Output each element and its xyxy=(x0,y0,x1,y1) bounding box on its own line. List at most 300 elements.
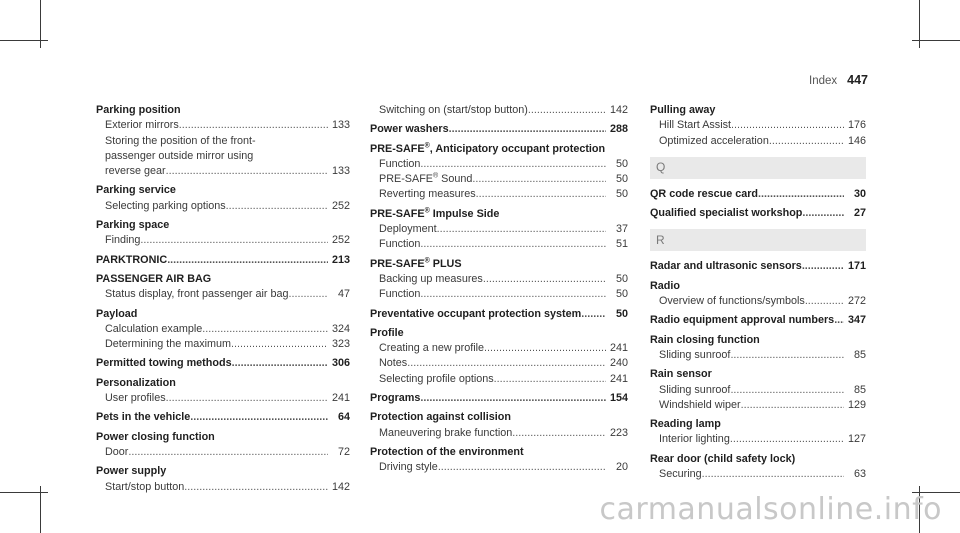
crop-mark xyxy=(40,486,41,533)
sub-entry-label xyxy=(659,432,730,447)
sub-entry-label xyxy=(379,157,420,172)
heading-text: Protection against collision xyxy=(370,411,511,424)
heading-label xyxy=(650,103,715,118)
heading-label xyxy=(650,279,680,294)
heading-text: PASSENGER AIR BAG xyxy=(96,272,212,285)
sub-entry-text: Switching on (start/stop button) xyxy=(379,104,528,116)
page-ref-link[interactable]: 20 xyxy=(615,461,628,474)
sub-entry-label xyxy=(659,294,805,309)
heading-text: Radio equipment approval numbers xyxy=(650,314,835,327)
index-entry xyxy=(370,257,628,303)
sub-entry xyxy=(370,222,628,237)
heading-label xyxy=(370,445,524,460)
sub-entry-text: Creating a new profile xyxy=(379,342,485,355)
sub-entry-label xyxy=(379,341,484,356)
sub-entry xyxy=(370,460,628,475)
heading-label xyxy=(96,253,167,268)
page-ref-link[interactable]: 241 xyxy=(609,342,628,355)
sub-entry xyxy=(96,480,350,495)
leader-dots xyxy=(528,103,606,118)
entry-heading xyxy=(96,430,350,445)
page-ref-link[interactable]: 50 xyxy=(615,307,628,320)
sub-entry xyxy=(96,164,350,179)
index-entry xyxy=(370,103,628,118)
entry-heading xyxy=(370,391,628,406)
heading-text: PARKTRONIC xyxy=(96,253,168,266)
sub-entry-text: Sliding sunroof xyxy=(659,348,731,361)
registered-mark: ® xyxy=(424,207,430,215)
sub-entry xyxy=(650,383,866,398)
page-ref-link[interactable]: 154 xyxy=(609,392,628,405)
heading-text: Power washers xyxy=(370,123,449,136)
heading-text: QR code rescue card xyxy=(650,187,759,200)
index-entry xyxy=(96,272,350,303)
heading-text: Rear door (child safety lock) xyxy=(650,452,796,465)
sub-entry-text: Calculation example xyxy=(105,322,203,335)
index-entry xyxy=(96,183,350,214)
heading-label xyxy=(370,257,462,272)
sub-entry-text: Finding xyxy=(105,234,141,247)
sub-entry-text: Windshield wiper xyxy=(659,398,741,411)
sub-entry xyxy=(96,134,350,149)
sub-entry-label xyxy=(379,103,528,118)
sub-entry-label xyxy=(379,426,512,441)
entry-heading xyxy=(96,183,350,198)
leader-dots xyxy=(420,287,606,302)
page-ref-link[interactable]: 252 xyxy=(331,234,350,247)
page-ref-link[interactable]: 223 xyxy=(609,426,628,439)
index-entry xyxy=(96,376,350,407)
sub-entry xyxy=(96,445,350,460)
sub-entry-label xyxy=(659,398,741,413)
entry-heading xyxy=(96,253,350,268)
sub-entry-text: Exterior mirrors xyxy=(105,119,179,132)
sub-entry-text: Notes xyxy=(379,357,408,370)
heading-label xyxy=(96,376,176,391)
heading-label xyxy=(650,333,760,348)
sub-entry xyxy=(370,341,628,356)
entry-heading xyxy=(370,445,628,460)
leader-dots xyxy=(758,187,844,202)
leader-dots xyxy=(472,172,606,187)
sub-entry-text: Hill Start Assist xyxy=(659,119,731,132)
heading-text: Payload xyxy=(96,307,138,320)
page-ref-link[interactable]: 37 xyxy=(615,223,628,236)
sub-entry xyxy=(96,118,350,133)
sub-entry-text: Deployment xyxy=(379,223,437,236)
page-ref-link[interactable]: 50 xyxy=(615,188,628,201)
index-entry xyxy=(650,417,866,448)
leader-dots xyxy=(484,341,606,356)
sub-entry-label xyxy=(379,222,437,237)
sub-entry-text: User profiles xyxy=(105,392,166,405)
heading-text: Profile xyxy=(370,326,404,339)
sub-entry-label xyxy=(105,480,184,495)
sub-entry xyxy=(96,149,350,164)
heading-label xyxy=(370,122,449,137)
page-ref-link[interactable]: 51 xyxy=(615,238,628,251)
heading-label xyxy=(96,356,232,371)
leader-dots xyxy=(834,313,844,328)
sub-entry xyxy=(96,322,350,337)
sub-entry-label xyxy=(379,187,476,202)
heading-text: Permitted towing methods xyxy=(96,357,232,370)
page-ref-link[interactable]: 323 xyxy=(331,338,350,351)
index-column-3 xyxy=(650,103,866,486)
crop-mark xyxy=(0,40,48,41)
leader-dots xyxy=(494,372,606,387)
page-ref-link[interactable]: 50 xyxy=(615,173,628,186)
watermark: carmanualsonline.info xyxy=(599,492,942,527)
sub-entry-label xyxy=(379,237,420,252)
leader-dots xyxy=(769,134,844,149)
sub-entry xyxy=(370,103,628,118)
heading-text: Protection of the environment xyxy=(370,445,524,458)
entry-heading xyxy=(650,206,866,221)
heading-label xyxy=(96,430,215,445)
sub-entry-text: Status display, front passenger air bag xyxy=(105,288,289,301)
sub-entry xyxy=(370,172,628,187)
index-entry xyxy=(96,253,350,268)
sub-entry-label xyxy=(105,322,202,337)
heading-text: Power supply xyxy=(96,465,167,478)
entry-heading xyxy=(650,452,866,467)
leader-dots xyxy=(166,164,328,179)
page-ref-link[interactable]: 306 xyxy=(331,357,350,370)
index-entry xyxy=(370,122,628,137)
leader-dots xyxy=(581,307,606,322)
heading-text: Radar and ultrasonic sensors xyxy=(650,260,802,273)
sub-entry xyxy=(370,272,628,287)
index-entry xyxy=(96,464,350,495)
page-ref-link[interactable]: 50 xyxy=(615,157,628,170)
page-ref-link[interactable]: 64 xyxy=(337,411,350,424)
entry-heading xyxy=(650,279,866,294)
page-ref-link[interactable]: 142 xyxy=(609,104,628,116)
heading-text: Parking space xyxy=(96,219,170,232)
sub-entry-text: Maneuvering brake function xyxy=(379,426,513,439)
leader-dots xyxy=(184,480,328,495)
index-entry xyxy=(650,333,866,364)
sub-entry xyxy=(650,348,866,363)
page-ref-link[interactable]: 240 xyxy=(609,357,628,370)
entry-heading xyxy=(370,207,628,222)
leader-dots xyxy=(512,426,606,441)
leader-dots xyxy=(420,391,606,406)
index-column-2 xyxy=(370,103,628,480)
entry-heading xyxy=(370,142,628,157)
page-ref-link[interactable]: 85 xyxy=(853,383,866,396)
heading-label xyxy=(370,391,420,406)
registered-mark: ® xyxy=(433,172,439,180)
page-ref-link[interactable]: 171 xyxy=(847,260,866,273)
heading-label xyxy=(370,142,605,157)
letter-section-q xyxy=(650,157,866,179)
letter-q: Q xyxy=(656,160,666,175)
page-header xyxy=(809,73,868,87)
entry-heading xyxy=(650,367,866,382)
sub-entry-text: Function xyxy=(379,288,421,301)
heading-label xyxy=(650,187,758,202)
page-ref-link[interactable]: 50 xyxy=(615,272,628,285)
index-entry xyxy=(370,307,628,322)
heading-text: Personalization xyxy=(96,376,176,389)
page-ref-link[interactable]: 176 xyxy=(847,119,866,132)
sub-entry-label xyxy=(379,460,438,475)
page-ref-link[interactable]: 27 xyxy=(853,207,866,220)
entry-heading xyxy=(96,218,350,233)
sub-entry-label xyxy=(105,337,231,352)
sub-entry-label xyxy=(379,372,494,387)
index-entry xyxy=(96,430,350,461)
sub-entry-text: Backing up measures xyxy=(379,272,483,285)
index-entry xyxy=(370,207,628,253)
sub-entry xyxy=(370,157,628,172)
sub-entry xyxy=(650,467,866,482)
heading-text-after: PLUS xyxy=(429,257,462,270)
sub-entry xyxy=(650,432,866,447)
heading-text: Radio xyxy=(650,279,680,292)
heading-label xyxy=(96,272,211,287)
page-ref-link[interactable]: 30 xyxy=(853,187,866,200)
sub-entry-label xyxy=(105,118,179,133)
entry-heading xyxy=(96,464,350,479)
entry-heading xyxy=(96,356,350,371)
registered-mark: ® xyxy=(424,257,430,265)
page-ref-link[interactable]: 324 xyxy=(331,322,350,335)
entry-heading xyxy=(370,410,628,425)
sub-entry-text: Sliding sunroof xyxy=(659,383,731,396)
heading-label xyxy=(370,207,499,222)
sub-entry-label xyxy=(105,199,226,214)
index-entry xyxy=(96,307,350,353)
heading-text: Rain sensor xyxy=(650,368,712,381)
leader-dots xyxy=(420,157,606,172)
leader-dots xyxy=(731,118,844,133)
sub-entry xyxy=(96,337,350,352)
sub-entry xyxy=(650,294,866,309)
entry-heading xyxy=(370,122,628,137)
sub-entry xyxy=(370,426,628,441)
sub-entry-label xyxy=(105,445,128,460)
entry-heading xyxy=(96,272,350,287)
leader-dots xyxy=(202,322,328,337)
entry-heading xyxy=(96,103,350,118)
sub-entry-label xyxy=(379,287,420,302)
leader-dots xyxy=(730,348,844,363)
sub-entry-text: Overview of functions/symbols xyxy=(659,295,805,308)
heading-label xyxy=(650,313,834,328)
sub-entry-text: Securing xyxy=(659,468,702,481)
index-entry xyxy=(650,206,866,221)
sub-entry-text: Storing the position of the front- xyxy=(105,134,256,147)
heading-label xyxy=(650,452,795,467)
sub-entry-label xyxy=(659,383,730,398)
index-entry xyxy=(370,142,628,203)
page-ref-link[interactable]: 347 xyxy=(847,314,866,327)
entry-heading xyxy=(370,326,628,341)
index-entry xyxy=(650,367,866,413)
entry-heading xyxy=(96,307,350,322)
index-column-1 xyxy=(96,103,350,499)
sub-entry-text: Start/stop button xyxy=(105,480,185,493)
sub-entry-text: Reverting measures xyxy=(379,188,476,201)
sub-entry xyxy=(650,118,866,133)
leader-dots xyxy=(805,294,844,309)
registered-mark: ® xyxy=(424,142,430,149)
page-ref-link[interactable]: 72 xyxy=(337,445,350,458)
sub-entry-text: Selecting profile options xyxy=(379,372,494,385)
sub-entry xyxy=(96,287,350,302)
page-ref-link[interactable]: 133 xyxy=(331,165,350,178)
sub-entry-label xyxy=(105,391,166,406)
page-ref-link[interactable]: 272 xyxy=(847,295,866,308)
crop-mark xyxy=(0,492,48,493)
leader-dots xyxy=(802,206,844,221)
page-ref-link[interactable]: 288 xyxy=(609,123,628,136)
sub-entry-label xyxy=(659,348,730,363)
heading-label xyxy=(96,307,137,322)
sub-entry-text: Selecting parking options xyxy=(105,199,226,212)
heading-text: Reading lamp xyxy=(650,418,721,431)
sub-entry xyxy=(96,391,350,406)
page-ref-link[interactable]: 252 xyxy=(331,199,350,212)
sub-entry-label xyxy=(105,150,253,162)
letter-r: R xyxy=(656,232,665,247)
sub-entry-text: Function xyxy=(379,238,421,251)
leader-dots xyxy=(232,356,328,371)
index-entry xyxy=(370,410,628,441)
leader-dots xyxy=(140,233,328,248)
heading-text-after: , Anticipatory occupant protection xyxy=(429,142,606,155)
page-ref-link[interactable]: 85 xyxy=(853,348,866,361)
sub-entry-text: Driving style xyxy=(379,461,438,474)
leader-dots xyxy=(288,287,328,302)
sub-entry-label xyxy=(659,467,702,482)
index-entry xyxy=(650,313,866,328)
entry-heading xyxy=(96,376,350,391)
sub-entry-label xyxy=(659,134,769,149)
page-ref-link[interactable]: 213 xyxy=(331,253,350,266)
leader-dots xyxy=(179,118,328,133)
page-ref-link[interactable]: 133 xyxy=(331,119,350,132)
heading-text-after: Impulse Side xyxy=(429,207,500,220)
page-ref-link[interactable]: 241 xyxy=(609,372,628,385)
page-number: 447 xyxy=(847,73,868,87)
index-entry xyxy=(96,218,350,249)
heading-label xyxy=(96,218,169,233)
page-ref-link[interactable]: 129 xyxy=(847,398,866,411)
heading-label xyxy=(650,417,721,432)
sub-entry xyxy=(96,233,350,248)
leader-dots xyxy=(802,259,844,274)
sub-entry xyxy=(370,356,628,371)
heading-text: Parking service xyxy=(96,184,176,197)
heading-label xyxy=(370,326,404,341)
sub-entry xyxy=(370,187,628,202)
heading-text: Programs xyxy=(370,392,421,405)
sub-entry-label xyxy=(105,164,166,179)
heading-text: PRE-SAFE xyxy=(370,257,425,270)
sub-entry xyxy=(370,287,628,302)
leader-dots xyxy=(226,199,328,214)
crop-mark xyxy=(912,40,960,41)
letter-section-r xyxy=(650,229,866,251)
leader-dots xyxy=(407,356,606,371)
heading-label xyxy=(96,103,181,118)
sub-entry-text: Interior lighting xyxy=(659,433,730,446)
heading-text: Preventative occupant protection system xyxy=(370,307,582,320)
heading-label xyxy=(650,367,712,382)
heading-text: Parking position xyxy=(96,104,181,116)
heading-label xyxy=(650,259,802,274)
entry-heading xyxy=(650,187,866,202)
index-entry xyxy=(96,410,350,425)
heading-label xyxy=(650,206,802,221)
leader-dots xyxy=(449,122,606,137)
index-entry xyxy=(650,103,866,149)
index-entry xyxy=(650,187,866,202)
leader-dots xyxy=(730,432,844,447)
leader-dots xyxy=(190,410,328,425)
index-entry xyxy=(650,452,866,483)
heading-text: Pulling away xyxy=(650,104,716,116)
leader-dots xyxy=(167,253,328,268)
leader-dots xyxy=(730,383,844,398)
heading-label xyxy=(96,410,190,425)
sub-entry xyxy=(370,372,628,387)
sub-entry-text: Determining the maximum xyxy=(105,338,232,351)
heading-label xyxy=(370,307,581,322)
leader-dots xyxy=(476,187,606,202)
leader-dots xyxy=(437,222,606,237)
entry-heading xyxy=(650,417,866,432)
heading-label xyxy=(96,464,166,479)
heading-text: PRE-SAFE xyxy=(370,142,425,155)
page-ref-link[interactable]: 146 xyxy=(847,134,866,147)
heading-label xyxy=(96,183,176,198)
leader-dots xyxy=(438,460,606,475)
index-entry xyxy=(370,445,628,476)
entry-heading xyxy=(650,259,866,274)
entry-heading xyxy=(650,333,866,348)
sub-entry-label xyxy=(105,233,140,248)
leader-dots xyxy=(702,467,844,482)
sub-entry xyxy=(650,134,866,149)
page-ref-link[interactable]: 142 xyxy=(331,480,350,493)
heading-text: Qualified specialist workshop xyxy=(650,207,803,220)
heading-text: PRE-SAFE xyxy=(370,207,425,220)
sub-entry-text-after: Sound xyxy=(438,173,473,186)
sub-entry-label xyxy=(379,272,483,287)
page-ref-link[interactable]: 241 xyxy=(331,392,350,405)
index-label: Index xyxy=(809,75,838,87)
sub-entry-label xyxy=(105,135,256,147)
heading-text: Rain closing function xyxy=(650,333,760,346)
sub-entry-text: passenger outside mirror using xyxy=(105,149,254,162)
page-ref-link[interactable]: 127 xyxy=(847,433,866,446)
page-ref-link[interactable]: 50 xyxy=(615,288,628,301)
leader-dots xyxy=(420,237,606,252)
page-ref-link[interactable]: 47 xyxy=(337,288,350,301)
leader-dots xyxy=(128,445,328,460)
index-entry xyxy=(96,356,350,371)
sub-entry-text: Function xyxy=(379,157,421,170)
sub-entry-label xyxy=(105,287,288,302)
sub-entry-label xyxy=(379,356,407,371)
entry-heading xyxy=(650,103,866,118)
page-ref-link[interactable]: 63 xyxy=(853,468,866,481)
